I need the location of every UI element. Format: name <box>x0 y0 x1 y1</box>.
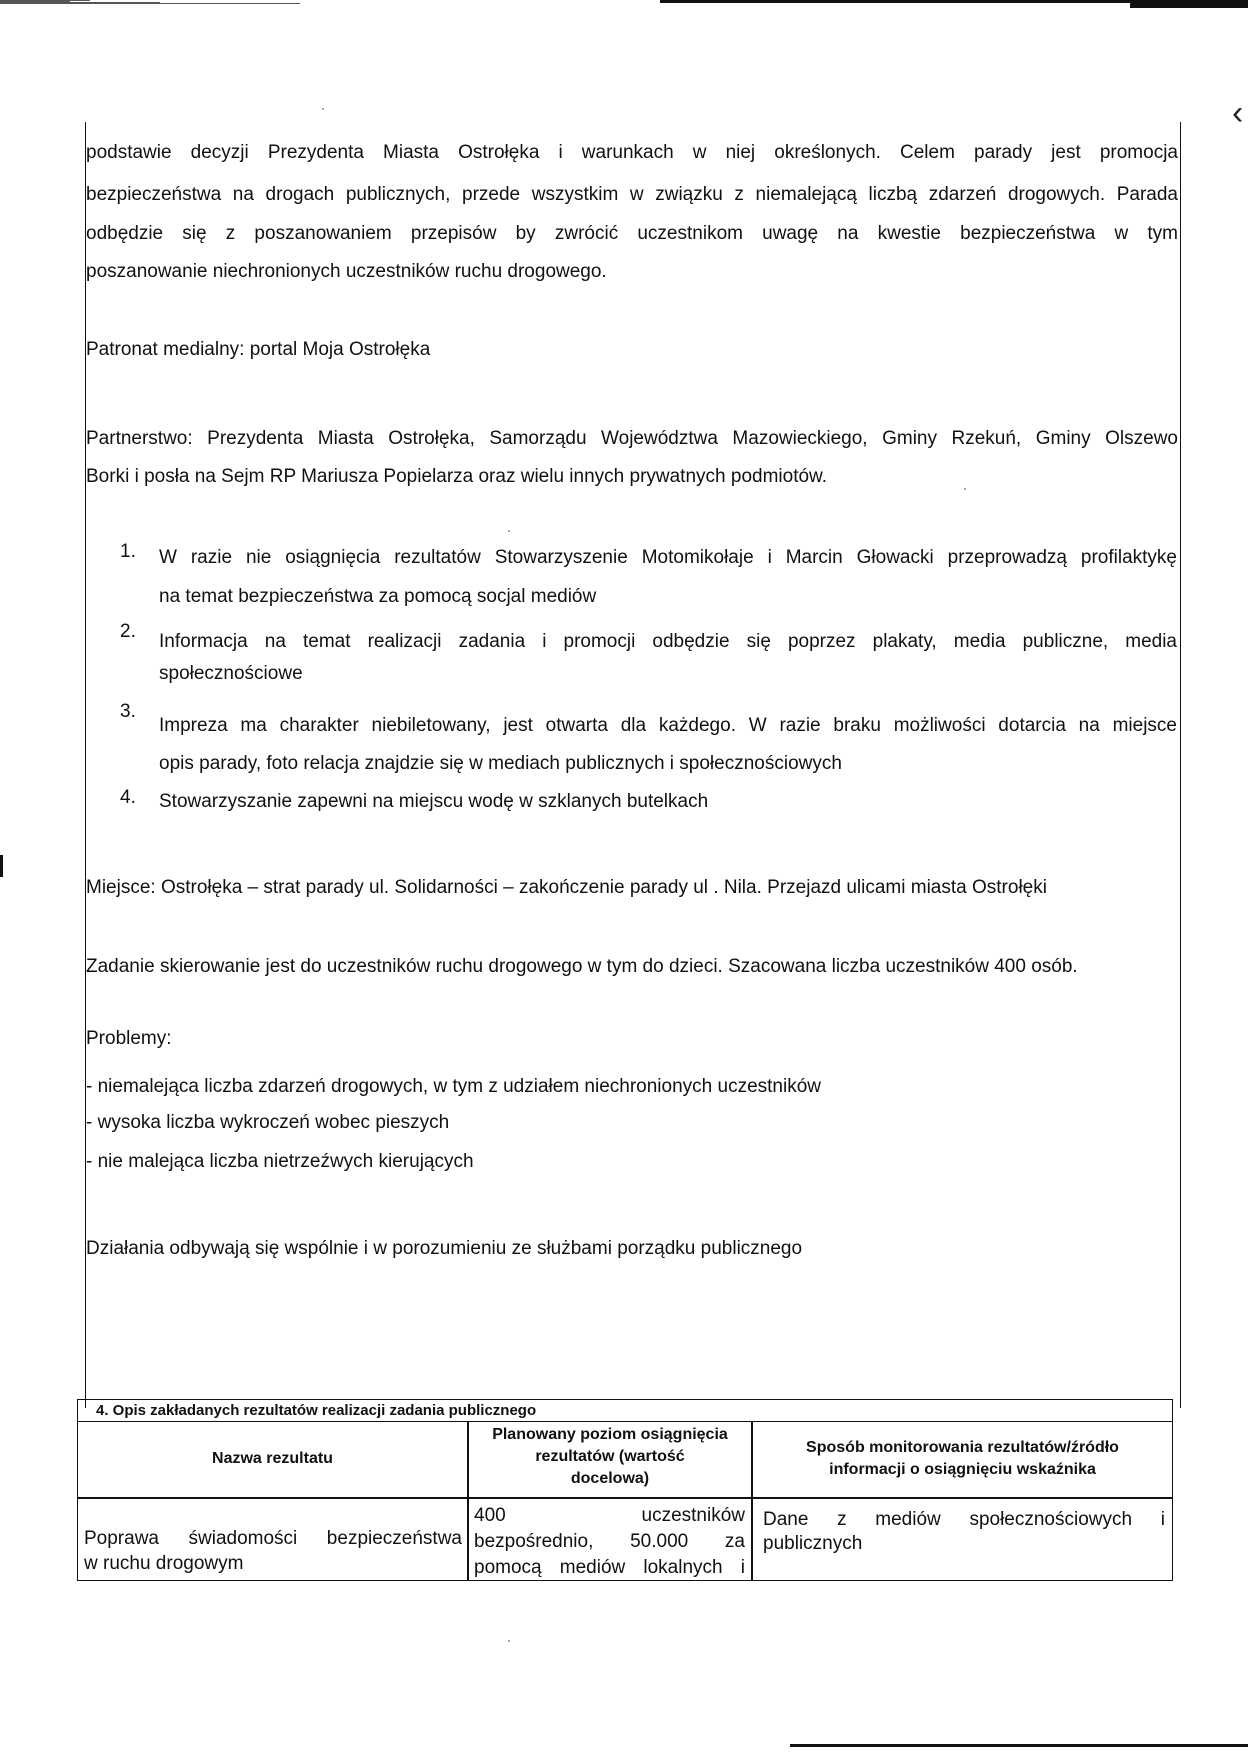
col-header-planowany-line: docelowa) <box>570 1470 650 1487</box>
row-name-line: w ruchu drogowym <box>84 1553 244 1574</box>
row-level-line: 400 uczestników <box>474 1505 745 1526</box>
list-item-number: 2. <box>120 621 136 642</box>
list-item-2-line-1: Informacja na temat realizacji zadania i promocji odbędzie się poprzez plakaty, media publiczne, media <box>159 631 1177 652</box>
col-header-sposob <box>753 1437 1172 1481</box>
scan-speck <box>322 108 324 110</box>
list-item-4-line-1: Stowarzyszanie zapewni na miejscu wodę w szklanych butelkach <box>159 791 709 812</box>
row-level-line: bezpośrednio, 50.000 za <box>474 1531 745 1552</box>
problemy-title: Problemy: <box>86 1028 172 1049</box>
col-header-planowany-line: rezultatów (wartość <box>535 1448 685 1465</box>
intro-line-2: bezpieczeństwa na drogach publicznych, przede wszystkim w związku z niemalejącą liczbą zdarzeń drogowych. Parada <box>86 184 1178 205</box>
row-monitoring-line: publicznych <box>763 1533 863 1554</box>
col-header-planowany-line: Planowany poziom osiągnięcia <box>492 1426 728 1443</box>
list-item-1-line-1: W razie nie osiągnięcia rezultatów Stowarzyszenie Motomikołaje i Marcin Głowacki przeprowadzą profilaktykę <box>159 547 1177 568</box>
list-item-number: 4. <box>120 787 136 808</box>
col-header-sposob-line: Sposób monitorowania rezultatów/źródło <box>806 1439 1119 1456</box>
intro-line-3: odbędzie się z poszanowaniem przepisów by zwrócić uczestnikom uwagę na kwestie bezpieczeństwa w tym <box>86 223 1178 244</box>
results-table <box>77 1399 1173 1581</box>
list-item-3-line-1: Impreza ma charakter niebiletowany, jest otwarta dla każdego. W razie braku możliwości dotarcia na miejsce <box>159 715 1177 736</box>
miejsce-text: Miejsce: Ostrołęka – strat parady ul. Solidarności – zakończenie parady ul . Nila. Przejazd ulicami miasta Ostrołęki <box>86 877 1047 898</box>
problem-item: - niemalejąca liczba zdarzeń drogowych, w tym z udziałem niechronionych uczestników <box>86 1076 821 1097</box>
list-item-3-line-2: opis parady, foto relacja znajdzie się w mediach publicznych i społecznościowych <box>159 753 842 774</box>
list-item-number: 1. <box>120 541 136 562</box>
row-monitoring-line: Dane z mediów społecznościowych i <box>763 1509 1165 1530</box>
scan-speck <box>508 1640 510 1642</box>
results-table-heading: 4. Opis zakładanych rezultatów realizacji zadania publicznego <box>78 1400 1172 1422</box>
dzialania-text: Działania odbywają się wspólnie i w porozumieniu ze służbami porządku publicznego <box>86 1238 803 1259</box>
problem-item: - nie malejąca liczba nietrzeźwych kierujących <box>86 1151 474 1172</box>
scan-edge-bottom <box>790 1744 1248 1747</box>
problem-item: - wysoka liczba wykroczeń wobec pieszych <box>86 1112 450 1133</box>
partnerstwo-line-2: Borki i posła na Sejm RP Mariusza Popielarza oraz wielu innych prywatnych podmiotów. <box>86 466 827 487</box>
col-header-nazwa: Nazwa rezultatu <box>212 1450 333 1467</box>
zadanie-text: Zadanie skierowanie jest do uczestników ruchu drogowego w tym do dzieci. Szacowana liczba uczestników 400 osób. <box>86 956 1078 977</box>
list-item-1-line-2: na temat bezpieczeństwa za pomocą socjal mediów <box>159 586 597 607</box>
table-row-divider <box>78 1497 1172 1499</box>
row-level-line: pomocą mediów lokalnych i <box>474 1557 745 1578</box>
col-header-planowany <box>469 1424 751 1490</box>
scan-edge-bottom-dash <box>0 3 300 4</box>
scan-edge-left-mark <box>0 855 3 877</box>
intro-line-1: podstawie decyzji Prezydenta Miasta Ostrołęka i warunkach w niej określonych. Celem parady jest promocja <box>86 142 1178 163</box>
row-name-line: Poprawa świadomości bezpieczeństwa <box>84 1528 462 1549</box>
chevron-left-icon: ‹ <box>1232 94 1244 132</box>
scan-edge-top-thick <box>1130 1 1248 8</box>
intro-line-4: poszanowanie niechronionych uczestników ruchu drogowego. <box>86 261 607 282</box>
col-header-sposob-line: informacji o osiągnięciu wskaźnika <box>829 1461 1096 1478</box>
list-item-2-line-2: społecznościowe <box>159 663 303 684</box>
list-item-number: 3. <box>120 701 136 722</box>
patronat-text: Patronat medialny: portal Moja Ostrołęka <box>86 339 431 360</box>
partnerstwo-line-1: Partnerstwo: Prezydenta Miasta Ostrołęka, Samorządu Województwa Mazowieckiego, Gminy Rzekuń, Gminy Olszewo <box>86 428 1178 449</box>
